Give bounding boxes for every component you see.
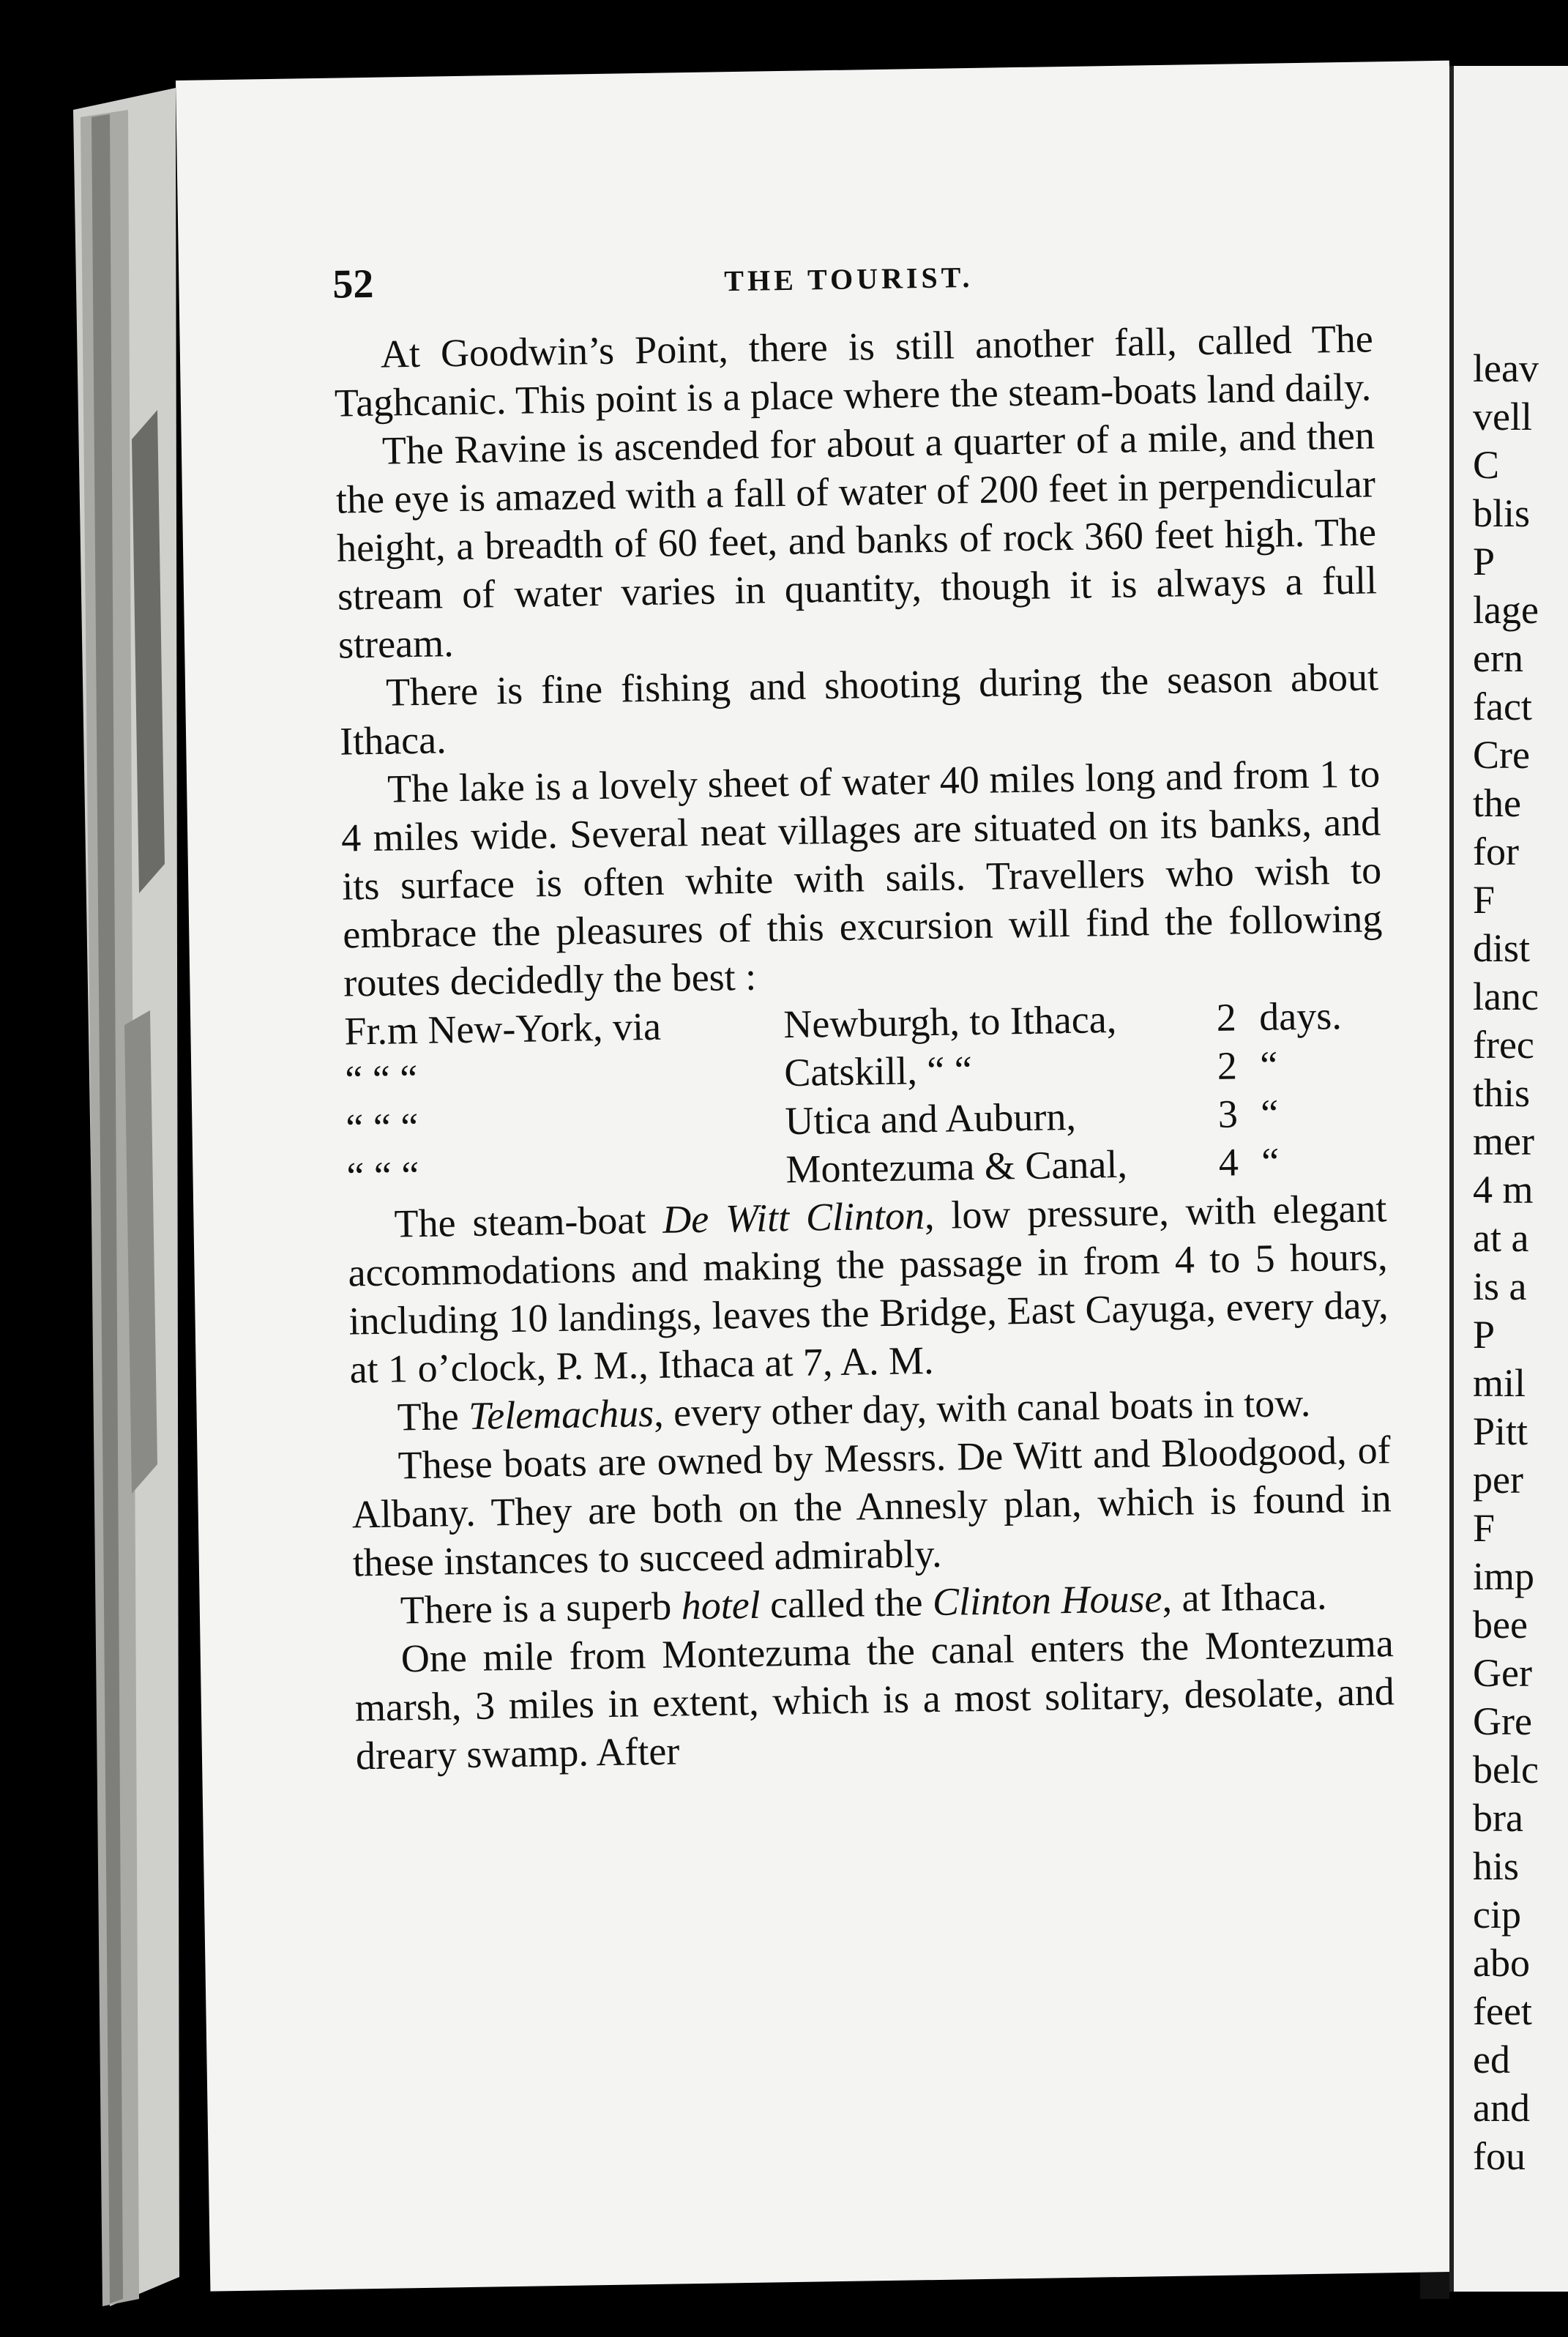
text-run: , at Ithaca.	[1162, 1573, 1327, 1621]
right-page-line-fragment: per	[1473, 1458, 1523, 1502]
route-from: “ “ “	[344, 1056, 418, 1102]
running-head: THE TOURIST.	[723, 260, 974, 298]
right-page-line-fragment: for	[1473, 830, 1519, 873]
route-days: 2	[1216, 995, 1237, 1040]
right-page-line-fragment: dist	[1473, 926, 1531, 970]
routes-table	[344, 991, 1386, 1200]
text-run: , every other day, with canal boats in tow.	[653, 1380, 1311, 1435]
right-page-line-fragment: bra	[1473, 1796, 1523, 1840]
right-page-line-fragment: this	[1473, 1071, 1531, 1115]
right-page-line-fragment: the	[1473, 781, 1521, 825]
right-page-line-fragment: belc	[1473, 1748, 1539, 1792]
route-unit: “	[1259, 1043, 1278, 1087]
right-page-line-fragment: feet	[1473, 1989, 1532, 2033]
right-page-line-fragment: ed	[1473, 2038, 1510, 2081]
hotel-word: hotel	[681, 1582, 761, 1628]
route-days: 2	[1217, 1043, 1238, 1088]
route-days: 4	[1218, 1140, 1239, 1185]
right-page-line-fragment: 4 m	[1473, 1168, 1534, 1212]
text-run: The	[397, 1393, 469, 1439]
paragraph-boat-owners: These boats are owned by Messrs. De Witt and Bloodgood, of Albany. They are both on the Annesly plan, which is found in these instances to succeed admirably.	[351, 1428, 1392, 1585]
route-destination: Catskill, “ “	[783, 1048, 973, 1095]
right-page-line-fragment: imp	[1473, 1554, 1535, 1598]
right-page-line-fragment: mer	[1473, 1119, 1534, 1163]
page-number: 52	[332, 261, 374, 308]
right-page-line-fragment: Pitt	[1473, 1409, 1528, 1453]
right-page-line-fragment: fact	[1473, 685, 1532, 728]
right-page-line-fragment: mil	[1473, 1361, 1526, 1405]
route-from: Fr.m New-York, via	[343, 1004, 662, 1054]
route-destination: Montezuma & Canal,	[785, 1141, 1128, 1192]
right-page-line-fragment: blis	[1473, 491, 1531, 535]
right-page-line-fragment: leav	[1473, 346, 1539, 390]
right-page-line-fragment: at a	[1473, 1216, 1529, 1260]
right-page-line-fragment: Ger	[1473, 1651, 1532, 1695]
paragraph-ravine: The Ravine is ascended for about a quarter of a mile, and then the eye is amazed with a fall of water of 200 feet in perpendicular height, a breadth of 60 feet, and banks of rock 360 feet high. The stream of water varies in quantity, though it is always a full stream.	[335, 413, 1378, 667]
right-page-line-fragment: P	[1473, 540, 1496, 584]
paragraph-de-witt-clinton	[347, 1184, 1389, 1393]
paragraph-lake: The lake is a lovely sheet of water 40 miles long and from 1 to 4 miles wide. Several neat villages are situated on its banks, and its surface is often white with sails. Travellers who wish to embrace the pleasures of this excursion will find the following routes decidedly the best :	[340, 751, 1383, 1005]
right-page-line-fragment: C	[1473, 443, 1500, 487]
right-page-line-fragment: his	[1473, 1844, 1520, 1888]
route-destination: Newburgh, to Ithaca,	[783, 996, 1117, 1047]
route-from: “ “ “	[346, 1152, 419, 1199]
right-page-line-fragment: ern	[1473, 636, 1523, 680]
right-page-line-fragment: and	[1473, 2086, 1530, 2130]
right-page-line-fragment: F	[1473, 1506, 1496, 1550]
right-page-fragment	[1449, 66, 1568, 2292]
right-page-line-fragment: frec	[1473, 1023, 1534, 1067]
route-from: “ “ “	[346, 1104, 419, 1150]
right-page-line-fragment: F	[1473, 878, 1496, 922]
right-page-line-fragment: vell	[1473, 395, 1532, 439]
right-page-line-fragment: abo	[1473, 1941, 1530, 1985]
right-page-line-fragment: P	[1473, 1313, 1496, 1357]
route-destination: Utica and Auburn,	[784, 1094, 1077, 1144]
route-unit: days.	[1258, 994, 1343, 1039]
right-page-line-fragment: lage	[1473, 588, 1539, 632]
right-page-line-fragment: bee	[1473, 1603, 1528, 1647]
text-run: called the	[760, 1580, 933, 1627]
right-page-line-fragment: fou	[1473, 2134, 1526, 2178]
paragraph-fishing: There is fine fishing and shooting during the season about Ithaca.	[339, 655, 1379, 764]
right-page-line-fragment: is a	[1473, 1264, 1527, 1308]
route-unit: “	[1261, 1139, 1280, 1184]
right-page-line-fragment: Gre	[1473, 1699, 1532, 1743]
boat-name-de-witt-clinton: De Witt Clinton	[662, 1193, 925, 1242]
right-page-text-fragments	[1473, 344, 1539, 2180]
route-unit: “	[1260, 1091, 1279, 1136]
right-page-line-fragment: Cre	[1473, 733, 1530, 777]
text-run: There is a superb	[400, 1584, 682, 1633]
paragraph-goodwins-point: At Goodwin’s Point, there is still another fall, called The Taghcanic. This point is a place where the steam-boats land daily.	[334, 316, 1374, 425]
hotel-name: Clinton House	[932, 1576, 1162, 1625]
boat-name-telemachus: Telemachus	[468, 1390, 654, 1438]
text-run: , low pressure, with elegant accommodations and making the passage in from 4 to 5 hours, including 10 landings, leaves the Bridge, East Cayuga, every day, at 1 o’clock, P. M., Ithaca at 7, A. M.	[348, 1186, 1389, 1392]
text-run: The steam-boat	[394, 1197, 663, 1246]
page-header	[332, 245, 1365, 320]
route-days: 3	[1217, 1092, 1239, 1136]
right-page-line-fragment: lanc	[1473, 974, 1539, 1018]
page-body	[333, 314, 1395, 1780]
paragraph-montezuma-marsh: One mile from Montezuma the canal enters the Montezuma marsh, 3 miles in extent, which is a most solitary, desolate, and dreary swamp. After	[354, 1621, 1395, 1778]
right-page-line-fragment: cip	[1473, 1893, 1521, 1937]
left-page	[176, 61, 1484, 2292]
